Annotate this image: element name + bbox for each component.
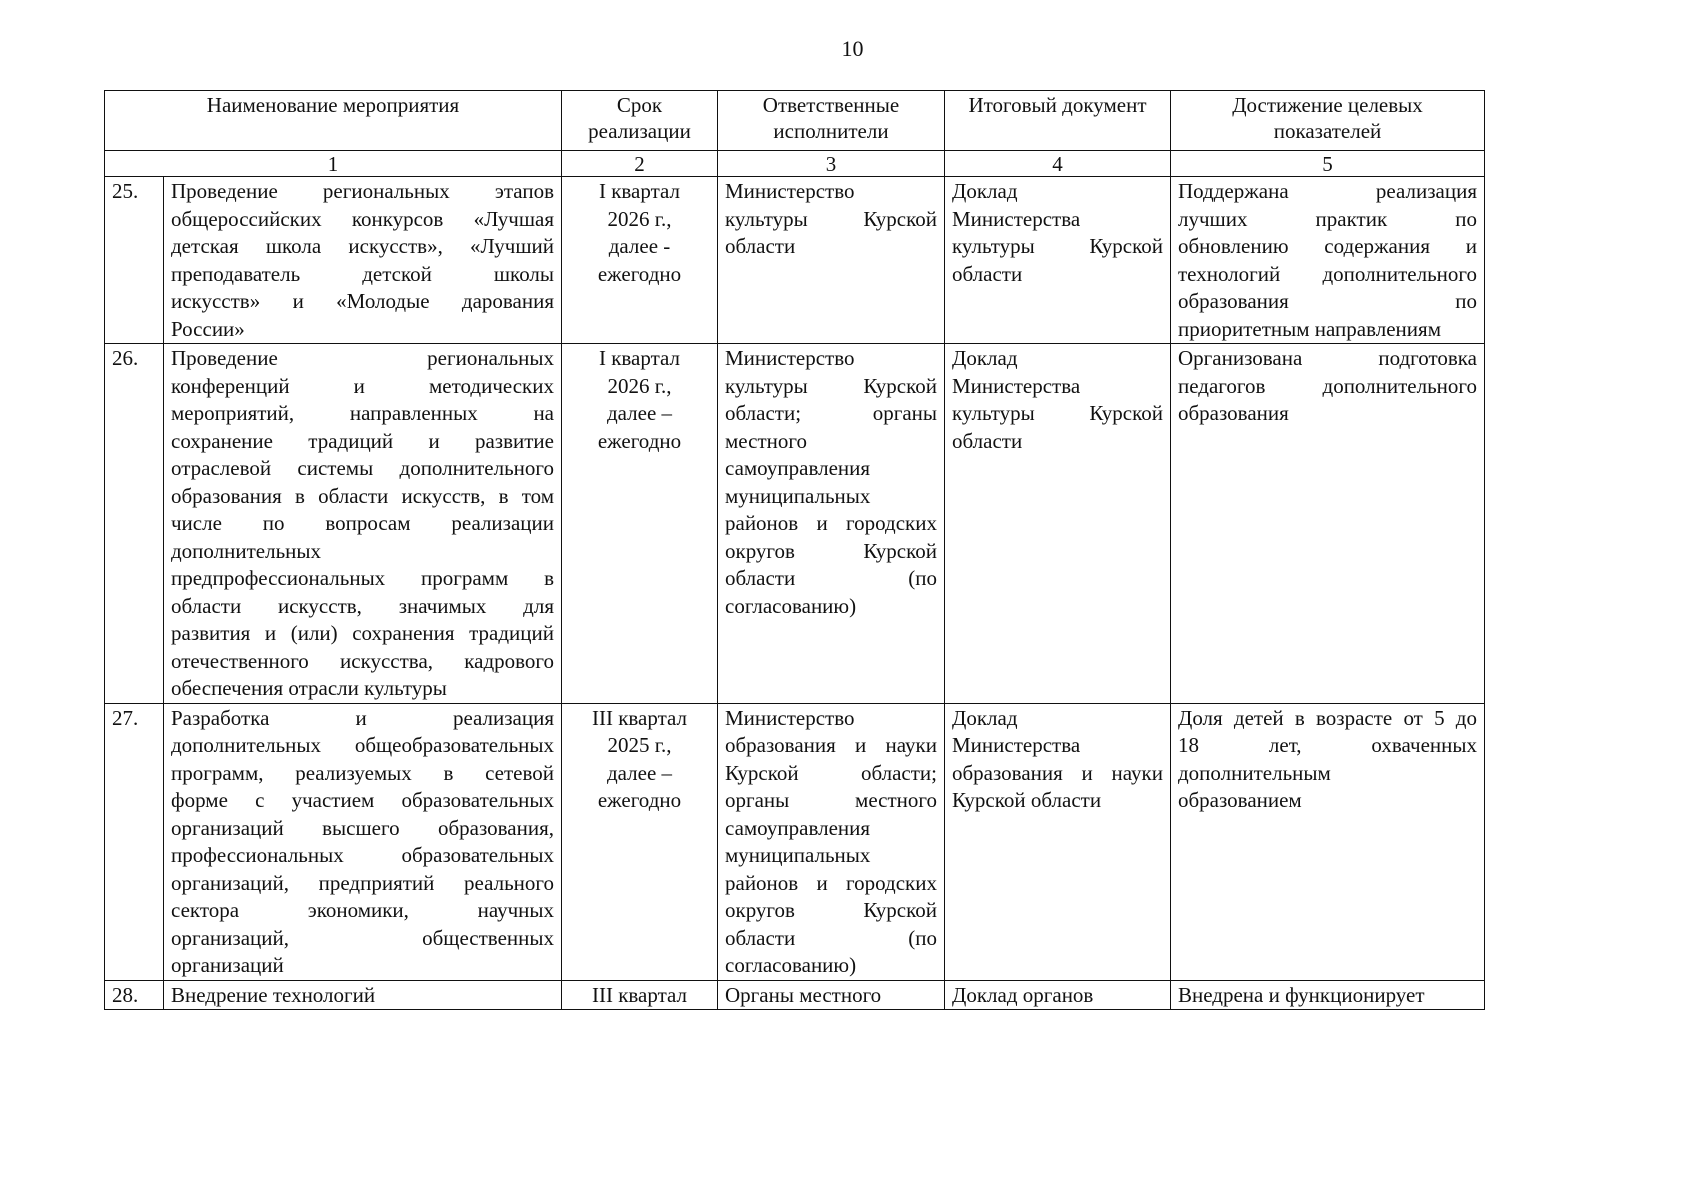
header-targets-line: показателей — [1273, 119, 1382, 143]
column-number: 3 — [718, 151, 945, 177]
cell-line: Внедрение технологий — [171, 982, 376, 1007]
targets-cell — [1171, 703, 1485, 980]
cell-line: дополнительных общеобразовательных — [171, 733, 554, 757]
cell-line: округов Курской — [725, 898, 937, 922]
cell-line: самоуправления — [725, 456, 871, 480]
cell-line: Доля детей в возрасте от 5 до — [1178, 705, 1477, 730]
executors-cell — [718, 703, 945, 980]
targets-cell — [1171, 177, 1485, 344]
cell-line: организаций, предприятий реального — [171, 870, 554, 895]
cell-line: конференций и методических — [171, 373, 554, 398]
term-cell — [562, 344, 718, 704]
event-name-cell — [164, 703, 562, 980]
cell-line: области искусств, значимых для — [171, 593, 554, 618]
cell-line: искусств» и «Молодые дарования — [171, 289, 554, 313]
column-number: 2 — [562, 151, 718, 177]
action-plan-table — [104, 90, 1485, 1010]
cell-line: дополнительным — [1178, 760, 1331, 785]
cell-line: программ, реализуемых в сетевой — [171, 760, 554, 785]
cell-line: педагогов дополнительного — [1178, 373, 1477, 398]
cell-line: форме с участием образовательных — [171, 788, 554, 812]
cell-line: образования — [1178, 401, 1289, 425]
cell-line: профессиональных образовательных — [171, 843, 554, 867]
table-header-row — [105, 91, 1485, 151]
cell-line: Курской области — [952, 788, 1102, 812]
executors-cell — [718, 344, 945, 704]
cell-line: области (по — [725, 566, 937, 590]
cell-line: детская школа искусств», «Лучший — [171, 234, 554, 258]
cell-line: образования и науки — [725, 733, 937, 757]
cell-line: культуры Курской — [952, 234, 1163, 258]
cell-line: далее - — [608, 234, 671, 258]
cell-line: области — [725, 234, 796, 258]
cell-line: области — [952, 428, 1023, 453]
header-targets-line: Достижение целевых — [1232, 93, 1423, 117]
cell-line: культуры Курской — [725, 206, 937, 231]
table-body — [105, 177, 1485, 1010]
executors-cell — [718, 980, 945, 1010]
cell-line: III квартал — [591, 982, 688, 1007]
column-number: 4 — [945, 151, 1171, 177]
row-index: 25. — [105, 177, 164, 344]
document-cell — [945, 177, 1171, 344]
header-executors-line: исполнители — [773, 119, 889, 143]
cell-line: Министерства — [952, 733, 1081, 757]
cell-line: образования и науки — [952, 760, 1163, 785]
cell-line: России» — [171, 316, 245, 341]
cell-line: отраслевой системы дополнительного — [171, 456, 554, 480]
cell-line: Министерства — [952, 373, 1081, 398]
cell-line: местного — [725, 428, 807, 453]
cell-line: обновлению содержания и — [1178, 234, 1477, 258]
cell-line: I квартал — [598, 346, 681, 370]
cell-line: ежегодно — [597, 788, 682, 812]
cell-line: согласованию) — [725, 593, 857, 618]
cell-line: образования по — [1178, 289, 1477, 313]
table-row — [105, 703, 1485, 980]
cell-line: сектора экономики, научных — [171, 898, 554, 922]
cell-line: Министерства — [952, 206, 1081, 231]
cell-line: Доклад органов — [952, 982, 1094, 1007]
document-cell — [945, 703, 1171, 980]
cell-line: Разработка и реализация — [171, 705, 554, 730]
cell-line: лучших практик по — [1178, 206, 1477, 231]
cell-line: округов Курской — [725, 538, 937, 563]
cell-line: Министерство — [725, 705, 855, 730]
cell-line: Поддержана реализация — [1178, 179, 1477, 203]
cell-line: обеспечения отрасли культуры — [171, 676, 447, 700]
header-event-name: Наименование мероприятия — [105, 91, 562, 151]
term-cell — [562, 980, 718, 1010]
row-index: 26. — [105, 344, 164, 704]
cell-line: районов и городских — [725, 511, 937, 535]
cell-line: 2025 г., — [607, 733, 672, 757]
cell-line: самоуправления — [725, 815, 871, 840]
cell-line: развития и (или) сохранения традиций — [171, 621, 554, 645]
term-cell — [562, 703, 718, 980]
cell-line: области — [952, 261, 1023, 286]
cell-line: согласованию) — [725, 953, 857, 977]
cell-line: 18 лет, охваченных — [1178, 733, 1477, 757]
row-index: 27. — [105, 703, 164, 980]
header-executors-line: Ответственные — [762, 93, 900, 117]
cell-line: Органы местного — [725, 982, 882, 1007]
cell-line: общероссийских конкурсов «Лучшая — [171, 206, 554, 231]
table-row — [105, 980, 1485, 1010]
column-number: 1 — [105, 151, 562, 177]
cell-line: образованием — [1178, 788, 1302, 812]
cell-line: приоритетным направлениям — [1178, 316, 1441, 341]
table-row — [105, 344, 1485, 704]
cell-line: Доклад — [952, 705, 1018, 730]
cell-line: Проведение региональных этапов — [171, 179, 554, 203]
cell-line: органы местного — [725, 788, 937, 812]
cell-line: сохранение традиций и развитие — [171, 428, 554, 453]
page-number: 10 — [841, 36, 864, 61]
cell-line: организаций — [171, 953, 284, 977]
header-term-line: реализации — [588, 119, 691, 143]
cell-line: далее – — [606, 760, 673, 785]
event-name-cell — [164, 177, 562, 344]
cell-line: культуры Курской — [725, 373, 937, 398]
targets-cell — [1171, 980, 1485, 1010]
cell-line: технологий дополнительного — [1178, 261, 1477, 286]
event-name-cell — [164, 980, 562, 1010]
targets-cell — [1171, 344, 1485, 704]
header-term — [562, 91, 718, 151]
document-cell — [945, 980, 1171, 1010]
header-term-line: Срок — [616, 93, 663, 117]
column-number-row — [105, 151, 1485, 177]
header-targets — [1171, 91, 1485, 151]
cell-line: далее – — [606, 401, 673, 425]
document-cell — [945, 344, 1171, 704]
cell-line: преподаватель детской школы — [171, 261, 554, 286]
cell-line: III квартал — [591, 705, 688, 730]
cell-line: Министерство — [725, 346, 855, 370]
cell-line: дополнительных — [171, 538, 322, 563]
header-document: Итоговый документ — [945, 91, 1171, 151]
cell-line: Курской области; — [725, 760, 937, 785]
cell-line: муниципальных — [725, 843, 871, 867]
cell-line: Организована подготовка — [1178, 346, 1477, 370]
cell-line: 2026 г., — [607, 373, 672, 398]
executors-cell — [718, 177, 945, 344]
cell-line: отечественного искусства, кадрового — [171, 648, 554, 673]
cell-line: культуры Курской — [952, 401, 1163, 425]
event-name-cell — [164, 344, 562, 704]
row-index: 28. — [105, 980, 164, 1010]
cell-line: организаций высшего образования, — [171, 815, 554, 840]
cell-line: мероприятий, направленных на — [171, 401, 554, 425]
cell-line: Проведение региональных — [171, 346, 554, 370]
cell-line: Министерство — [725, 179, 855, 203]
header-executors — [718, 91, 945, 151]
cell-line: районов и городских — [725, 870, 937, 895]
cell-line: Доклад — [952, 346, 1018, 370]
cell-line: Внедрена и функционирует — [1178, 982, 1425, 1007]
column-number: 5 — [1171, 151, 1485, 177]
cell-line: ежегодно — [597, 261, 682, 286]
cell-line: области (по — [725, 925, 937, 950]
cell-line: муниципальных — [725, 483, 871, 508]
cell-line: числе по вопросам реализации — [171, 511, 554, 535]
table-row — [105, 177, 1485, 344]
cell-line: I квартал — [598, 179, 681, 203]
cell-line: организаций, общественных — [171, 925, 554, 950]
term-cell — [562, 177, 718, 344]
cell-line: 2026 г., — [607, 206, 672, 231]
cell-line: образования в области искусств, в том — [171, 483, 554, 508]
cell-line: области; органы — [725, 401, 937, 425]
cell-line: ежегодно — [597, 428, 682, 453]
cell-line: Доклад — [952, 179, 1018, 203]
cell-line: предпрофессиональных программ в — [171, 566, 554, 590]
